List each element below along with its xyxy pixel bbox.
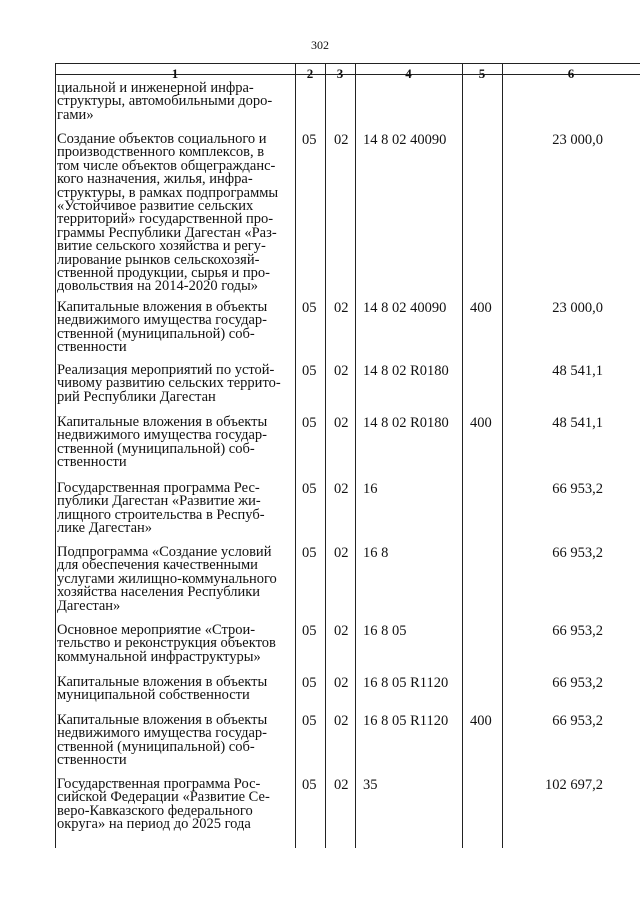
- row-target-code: 14 8 02 R0180: [363, 415, 449, 431]
- row-target-code: 16: [363, 481, 378, 497]
- row-target-code: 14 8 02 R0180: [363, 363, 449, 379]
- row-section: 05: [302, 300, 317, 316]
- row-section: 05: [302, 415, 317, 431]
- row-subsection: 02: [334, 675, 349, 691]
- row-subsection: 02: [334, 713, 349, 729]
- header-col-3: 3: [336, 66, 344, 81]
- page-number: 302: [311, 38, 329, 52]
- row-section: 05: [302, 777, 317, 793]
- row-amount: 66 953,2: [552, 481, 603, 497]
- row-subsection: 02: [334, 777, 349, 793]
- row-name: Основное мероприятие «Строи- тельство и реконструкция объектов коммунальной инфраструктуры»: [57, 622, 276, 665]
- row-section: 05: [302, 713, 317, 729]
- row-expense-type: 400: [470, 415, 492, 431]
- row-section: 05: [302, 545, 317, 561]
- row-subsection: 02: [334, 481, 349, 497]
- row-expense-type: 400: [470, 713, 492, 729]
- column-divider: [355, 63, 356, 848]
- row-name: Государственная программа Рес- публики Дагестан «Развитие жи- лищного строительства в Респуб- лике Дагестан»: [57, 480, 265, 537]
- row-amount: 66 953,2: [552, 713, 603, 729]
- row-amount: 102 697,2: [545, 777, 603, 793]
- row-amount: 48 541,1: [552, 415, 603, 431]
- row-name: Капитальные вложения в объекты недвижимого имущества государ- ственной (муниципальной) соб- ственности: [57, 712, 268, 769]
- row-target-code: 14 8 02 40090: [363, 132, 447, 148]
- row-section: 05: [302, 363, 317, 379]
- column-divider: [295, 63, 296, 848]
- row-name: Капитальные вложения в объекты недвижимого имущества государ- ственной (муниципальной) соб- ственности: [57, 414, 268, 471]
- row-section: 05: [302, 675, 317, 691]
- column-divider: [325, 63, 326, 848]
- row-amount: 66 953,2: [552, 675, 603, 691]
- column-divider: [462, 63, 463, 848]
- row-expense-type: 400: [470, 300, 492, 316]
- row-name: Создание объектов социального и производственного комплексов, в том числе объектов общегражданс- кого назначения, жилья, инфра- структуры, в рамках подпрограммы «Устойчивое развитие сельских территорий» государственной про- граммы Республики Дагестан «Раз- витие сельского хозяйства и регу- лирование рынков сельскохозяй- ственной продукции, сырья и про- довольствия на 2014-2020 годы»: [57, 131, 279, 295]
- row-amount: 48 541,1: [552, 363, 603, 379]
- header-col-6: 6: [567, 66, 575, 81]
- row-section: 05: [302, 481, 317, 497]
- row-subsection: 02: [334, 415, 349, 431]
- row-subsection: 02: [334, 545, 349, 561]
- header-col-4: 4: [405, 66, 412, 81]
- row-target-code: 35: [363, 777, 378, 793]
- row-subsection: 02: [334, 363, 349, 379]
- row-amount: 23 000,0: [552, 132, 603, 148]
- column-divider: [55, 63, 56, 848]
- row-subsection: 02: [334, 623, 349, 639]
- row-section: 05: [302, 132, 317, 148]
- row-name: Капитальные вложения в объекты недвижимого имущества государ- ственной (муниципальной) соб- ственности: [57, 299, 268, 356]
- row-target-code: 16 8 05 R1120: [363, 675, 449, 691]
- table-top-border: [55, 63, 640, 64]
- header-col-5: 5: [478, 66, 486, 81]
- row-name: Государственная программа Рос- сийской Федерации «Развитие Се- веро-Кавказского федерального округа» на период до 2025 года: [57, 776, 270, 833]
- row-target-code: 16 8: [363, 545, 389, 561]
- header-col-2: 2: [306, 66, 314, 81]
- row-name: Реализация мероприятий по устой- чивому развитию сельских террито- рий Республики Дагестан: [57, 362, 281, 405]
- header-col-1: 1: [171, 66, 179, 81]
- row-target-code: 16 8 05: [363, 623, 407, 639]
- row-target-code: 16 8 05 R1120: [363, 713, 449, 729]
- row-subsection: 02: [334, 132, 349, 148]
- row-subsection: 02: [334, 300, 349, 316]
- row-amount: 66 953,2: [552, 623, 603, 639]
- row-name: Капитальные вложения в объекты муниципальной собственности: [57, 674, 268, 704]
- row-name: циальной и инженерной инфра- структуры, автомобильными доро- гами»: [57, 80, 273, 123]
- row-amount: 66 953,2: [552, 545, 603, 561]
- row-section: 05: [302, 623, 317, 639]
- row-target-code: 14 8 02 40090: [363, 300, 447, 316]
- row-amount: 23 000,0: [552, 300, 603, 316]
- row-name: Подпрограмма «Создание условий для обеспечения качественными услугами жилищно-коммунального хозяйства населения Республики Дагестан»: [57, 544, 277, 614]
- column-divider: [502, 63, 503, 848]
